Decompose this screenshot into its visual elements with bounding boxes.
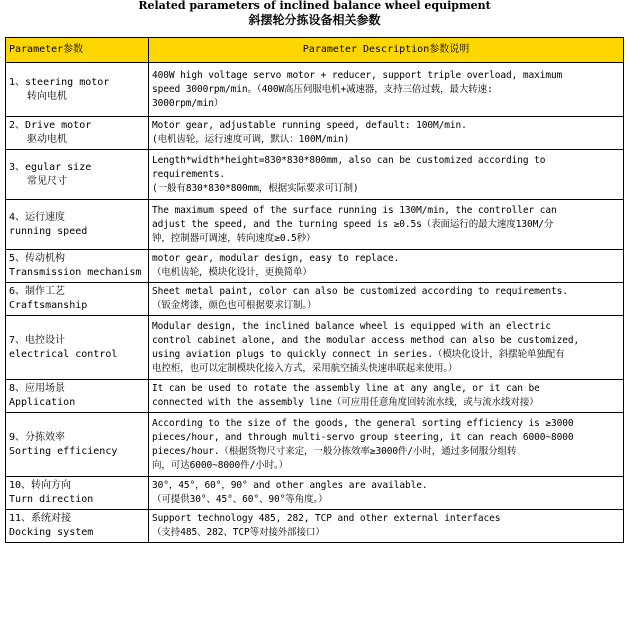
parameter-description-cell	[149, 510, 624, 543]
parameter-name-line2: 转向电机	[27, 90, 67, 102]
parameter-name-cell	[6, 413, 149, 477]
parameter-name-line2: 常见尺寸	[27, 175, 67, 187]
parameter-name-line2: 驱动电机	[27, 134, 67, 145]
table-row	[6, 510, 624, 543]
table-row	[6, 117, 624, 150]
parameter-name-cell	[6, 477, 149, 510]
parameter-description-cell	[149, 200, 624, 250]
parameter-name-line2: Sorting efficiency	[9, 445, 118, 457]
parameter-name-line2: Transmission mechanism	[9, 267, 142, 278]
description-line: Modular design, the inclined balance wheel is equipped with an electric	[152, 320, 551, 332]
table-row	[6, 380, 624, 413]
description-line: It can be used to rotate the assembly line at any angle, or it can be	[152, 383, 540, 394]
description-line: Motor gear, adjustable running speed, default: 100M/min.	[152, 120, 467, 131]
parameter-name-cell	[6, 200, 149, 250]
description-line: 400W high voltage servo motor + reducer, support triple overload, maximum	[152, 69, 563, 81]
parameter-description-cell	[149, 316, 624, 380]
parameter-name-cell	[6, 283, 149, 316]
description-line: connected with the assembly line（可应用任意角度回转流水线，或与流水线对接）	[152, 397, 539, 408]
description-line: The maximum speed of the surface running is 130M/min, the controller can	[152, 204, 557, 216]
parameter-name-line1: 2、Drive motor	[9, 120, 92, 131]
header-parameter: Parameter参数	[6, 38, 149, 63]
description-line: 30°，45°，60°，90° and other angles are available.	[152, 480, 428, 491]
parameter-name-cell	[6, 117, 149, 150]
parameter-name-cell	[6, 150, 149, 200]
description-line: using aviation plugs to quickly connect in series.（模块化设计，斜摆轮单独配有	[152, 348, 565, 360]
parameter-name-line2: Turn direction	[9, 494, 94, 505]
description-line: （电机齿轮，模块化设计，更换简单）	[152, 267, 312, 278]
parameter-name-cell	[6, 250, 149, 283]
parameter-name-cell	[6, 316, 149, 380]
parameter-name-line1: 11、系统对接	[9, 513, 72, 524]
header-description: Parameter Description参数说明	[149, 38, 624, 63]
parameter-table	[5, 37, 624, 543]
parameter-description-cell	[149, 117, 624, 150]
description-line: 电控柜，也可以定制模块化接入方式，采用航空插头快速串联起来使用。）	[152, 362, 458, 374]
parameter-name-line1: 8、应用场景	[9, 383, 66, 394]
parameter-description-cell	[149, 413, 624, 477]
table-row	[6, 283, 624, 316]
parameter-name-line2: electrical control	[9, 348, 118, 360]
description-line: adjust the speed, and the turning speed is ≥0.5s（表面运行的最大速度130M/分	[152, 218, 554, 230]
description-line: Sheet metal paint, color can also be customized according to requirements.	[152, 286, 568, 297]
table-row	[6, 413, 624, 477]
parameter-description-cell	[149, 477, 624, 510]
table-row	[6, 250, 624, 283]
description-line: speed 3000rpm/min。（400W高压伺服电机+减速器，支持三倍过载，最大转速:	[152, 83, 493, 95]
parameter-name-line2: running speed	[9, 225, 88, 237]
description-line: According to the size of the goods, the general sorting efficiency is ≥3000	[152, 417, 574, 429]
description-line: motor gear, modular design, easy to replace.	[152, 253, 400, 264]
description-line: Support technology 485, 282, TCP and other external interfaces	[152, 513, 501, 524]
parameter-name-cell	[6, 380, 149, 413]
title-english: Related parameters of inclined balance wheel equipment	[138, 0, 491, 12]
parameter-name-line1: 4、运行速度	[9, 211, 66, 223]
description-line: (一般有830*830*800mm，根据实际要求可订制)	[152, 182, 359, 194]
parameter-name-line1: 9、分拣效率	[9, 431, 66, 443]
table-row	[6, 200, 624, 250]
description-line: control cabinet alone, and the modular access method can also be customized,	[152, 334, 580, 346]
description-line: 3000rpm/min）	[152, 97, 224, 109]
description-line: （可提供30°、45°、60°、90°等角度。）	[152, 494, 328, 505]
table-row	[6, 477, 624, 510]
parameter-name-cell	[6, 510, 149, 543]
description-line: （支持485、282、TCP等对接外部接口）	[152, 527, 325, 538]
parameter-name-line2: Application	[9, 397, 76, 408]
parameter-name-line1: 1、steering motor	[9, 76, 110, 88]
parameter-name-line1: 7、电控设计	[9, 334, 66, 346]
title-chinese: 斜摆轮分拣设备相关参数	[248, 13, 381, 27]
page-title	[0, 0, 629, 28]
description-line: pieces/hour, and through multi-servo group steering, it can reach 6000~8000	[152, 431, 574, 443]
table-row	[6, 316, 624, 380]
description-line: (电机齿轮，运行速度可调，默认：100M/min)	[152, 134, 350, 145]
description-line: pieces/hour.（根据货物尺寸来定，一般分拣效率≥3000件/小时，通过多伺服分组转	[152, 445, 517, 457]
parameter-name-line1: 6、制作工艺	[9, 286, 66, 297]
parameter-description-cell	[149, 283, 624, 316]
parameter-name-line2: Craftsmanship	[9, 300, 88, 311]
description-line: （钣金烤漆，颜色也可根据要求订制。）	[152, 300, 317, 311]
parameter-name-line1: 10、转向方向	[9, 480, 72, 491]
parameter-description-cell	[149, 250, 624, 283]
parameter-description-cell	[149, 63, 624, 117]
parameter-name-cell	[6, 63, 149, 117]
table-header-row	[6, 38, 624, 63]
parameter-name-line2: Docking system	[9, 527, 94, 538]
parameter-name-line1: 5、传动机构	[9, 253, 66, 264]
description-line: 向，可达6000~8000件/小时。）	[152, 459, 289, 471]
table-row	[6, 63, 624, 117]
parameter-description-cell	[149, 150, 624, 200]
parameter-description-cell	[149, 380, 624, 413]
description-line: Length*width*height=830*830*800mm, also can be customized according to	[152, 154, 546, 166]
description-line: requirements.	[152, 168, 226, 180]
table-row	[6, 150, 624, 200]
parameter-name-line1: 3、egular size	[9, 161, 92, 173]
description-line: 钟，控制器可调速，转向速度≥0.5秒）	[152, 232, 316, 244]
